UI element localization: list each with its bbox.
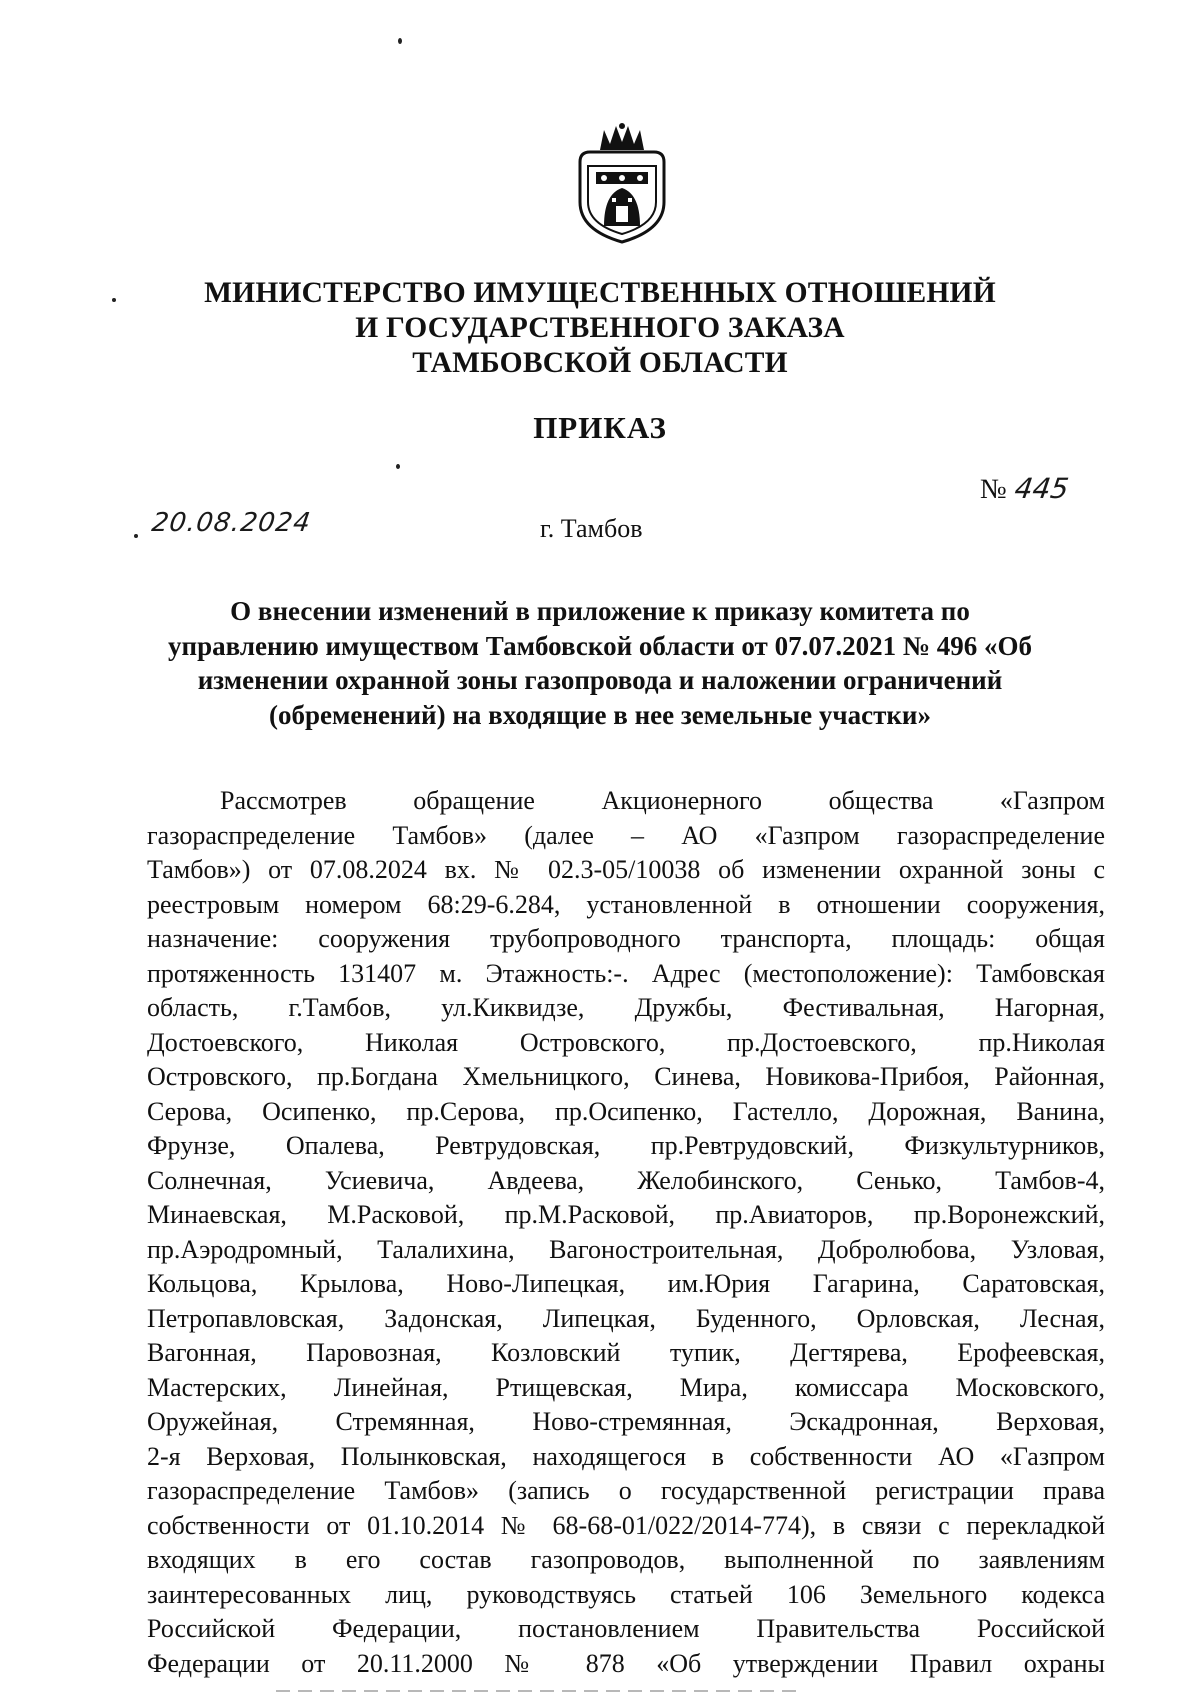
handwritten-date: 20.08.2024 [149,508,313,538]
org-line-1: МИНИСТЕРСТВО ИМУЩЕСТВЕННЫХ ОТНОШЕНИЙ [204,277,996,309]
document-title [140,594,1060,732]
scan-speck [398,38,402,44]
org-line-2: И ГОСУДАРСТВЕННОГО ЗАКАЗА [355,312,845,344]
body-line: газораспределение Тамбов» (далее – АО «Газпром газораспределение [147,820,1105,850]
organization-name [150,276,1050,381]
body-line: Островского, пр.Богдана Хмельницкого, Синева, Новикова-Прибоя, Районная, [147,1062,1105,1091]
body-line: Петропавловская, Задонская, Липецкая, Буденного, Орловская, Лесная, [147,1303,1105,1333]
body-line: собственности от 01.10.2014 № 68-68-01/022/2014-774), в связи с перекладкой [147,1510,1105,1540]
title-line: управлению имуществом Тамбовской области от 07.07.2021 № 496 «Об [168,630,1032,661]
body-line: Мастерских, Линейная, Ртищевская, Мира, комиссара Московского, [147,1372,1105,1402]
body-line: Вагонная, Паровозная, Козловский тупик, Дегтярева, Ерофеевская, [147,1338,1105,1367]
body-line: заинтересованных лиц, руководствуясь статьей 106 Земельного кодекса [147,1579,1105,1609]
body-line: входящих в его состав газопроводов, выполненной по заявлениям [147,1545,1105,1574]
scan-speck [112,298,116,302]
body-line: назначение: сооружения трубопроводного транспорта, площадь: общая [147,924,1105,953]
body-line: Российской Федерации, постановлением Правительства Российской [147,1614,1105,1643]
body-line: Федерации от 20.11.2000 № 878 «Об утверждении Правил охраны [147,1648,1105,1678]
handwritten-number: 445 [1012,472,1071,505]
body-line: пр.Аэродромный, Талалихина, Вагоностроительная, Добролюбова, Узловая, [147,1234,1105,1264]
scan-edge-artifact [276,1690,796,1692]
body-line: протяженность 131407 м. Этажность:-. Адрес (местоположение): Тамбовская [147,958,1105,988]
body-line: область, г.Тамбов, ул.Киквидзе, Дружбы, Фестивальная, Нагорная, [147,993,1105,1022]
body-line: Минаевская, М.Расковой, пр.М.Расковой, пр.Авиаторов, пр.Воронежский, [147,1200,1105,1229]
scan-speck [396,464,400,469]
body-line: газораспределение Тамбов» (запись о государственной регистрации права [147,1476,1105,1505]
title-line: О внесении изменений в приложение к приказу комитета по [230,596,970,626]
city-label: г. Тамбов [540,514,643,543]
body-line: Солнечная, Усиевича, Авдеева, Желобинского, Сенько, Тамбов-4, [147,1165,1105,1195]
body-line: Достоевского, Николая Островского, пр.Достоевского, пр.Николая [147,1027,1105,1057]
document-number [980,472,1071,506]
body-paragraph [147,784,1105,1681]
body-line: реестровым номером 68:29-6.284, установленной в отношении сооружения, [147,889,1105,919]
body-line: Кольцова, Крылова, Ново-Липецкая, им.Юрия Гагарина, Саратовская, [147,1269,1105,1298]
document-type: ПРИКАЗ [533,410,667,445]
body-line: Рассмотрев обращение Акционерного общества «Газпром [220,786,1105,815]
title-line: (обременений) на входящие в нее земельные участки» [269,699,931,730]
body-line: Фрунзе, Опалева, Ревтрудовская, пр.Ревтрудовский, Физкультурников, [147,1131,1105,1160]
scan-speck [134,534,138,538]
org-line-3: ТАМБОВСКОЙ ОБЛАСТИ [412,347,788,379]
title-line: изменении охранной зоны газопровода и наложении ограничений [197,665,1003,695]
body-line: Серова, Осипенко, пр.Серова, пр.Осипенко, Гастелло, Дорожная, Ванина, [147,1096,1105,1126]
body-line: Тамбов») от 07.08.2024 вх. № 02.3-05/10038 об изменении охранной зоны с [147,855,1105,884]
number-sign: № [980,474,1007,505]
body-line: Оружейная, Стремянная, Ново-стремянная, Эскадронная, Верховая, [147,1407,1105,1436]
body-line: 2-я Верховая, Полынковская, находящегося в собственности АО «Газпром [147,1441,1105,1471]
coat-of-arms-icon [570,122,674,246]
